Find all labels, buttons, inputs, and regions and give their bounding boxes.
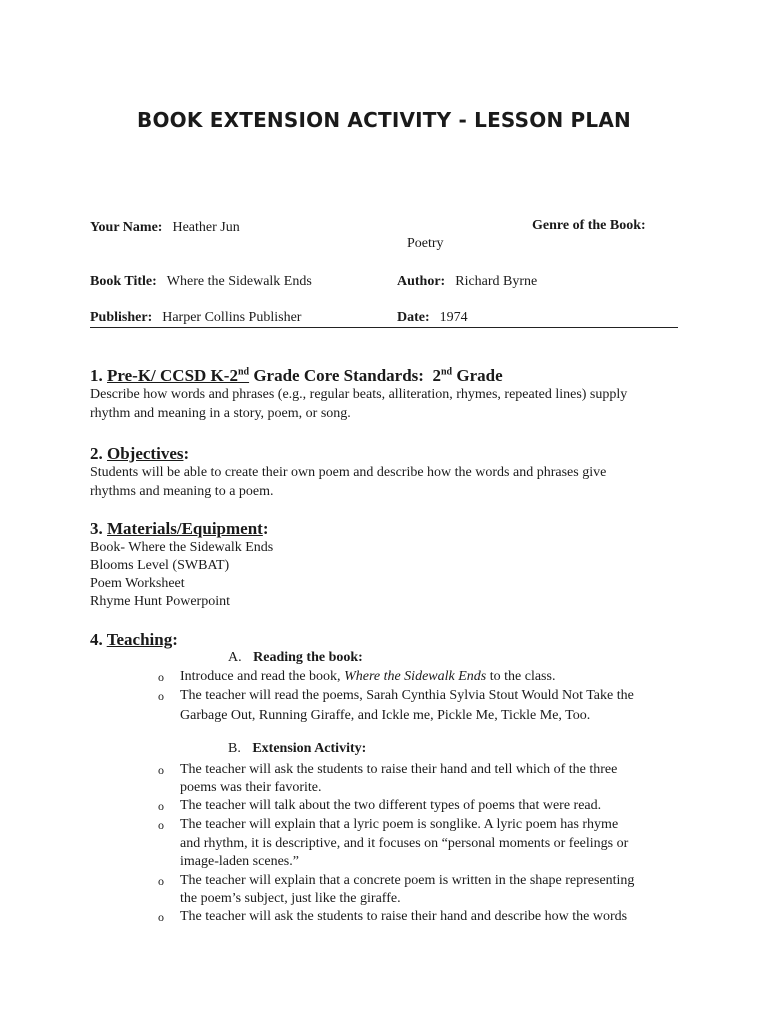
publisher-row: [90, 308, 301, 326]
objectives-line2: rhythms and meaning to a poem.: [90, 484, 274, 499]
bullet-item-line: and rhythm, it is descriptive, and it focuses on “personal moments or feelings or: [180, 836, 629, 851]
materials-item: Book- Where the Sidewalk Ends: [90, 540, 274, 555]
grade-number: 2: [432, 366, 441, 385]
objectives-line1: Students will be able to create their own poem and describe how the words and phrases give: [90, 465, 607, 480]
materials-heading: [90, 519, 269, 539]
standards-line1: Describe how words and phrases (e.g., regular beats, alliteration, rhymes, repeated lines) supply: [90, 387, 628, 402]
name-row: [90, 218, 240, 236]
bullet-glyph: o: [158, 818, 164, 832]
date-value: 1974: [439, 310, 468, 325]
subsection-a-title: Reading the book:: [253, 650, 363, 665]
bullet-item-line: image-laden scenes.”: [180, 854, 299, 869]
materials-item: Rhyme Hunt Powerpoint: [90, 594, 230, 609]
superscript: nd: [440, 366, 453, 378]
book-title-value: Where the Sidewalk Ends: [166, 274, 312, 289]
objectives-heading-text: Objectives: [107, 444, 184, 463]
genre-value: Poetry: [407, 236, 444, 251]
bullet-item-line: The teacher will ask the students to raise their hand and describe how the words: [180, 909, 628, 924]
standards-heading-text: Pre-K/ CCSD K-2: [107, 366, 238, 385]
bullet-item-line: The teacher will ask the students to raise their hand and tell which of the three: [180, 762, 618, 777]
bullet-glyph: o: [158, 874, 164, 888]
subsection-marker: B.: [228, 741, 241, 756]
teaching-heading: [90, 630, 178, 650]
book-title-label: Book Title:: [90, 274, 157, 289]
divider-rule: [90, 327, 678, 328]
date-row: [397, 308, 468, 326]
bullet-glyph: o: [158, 670, 164, 684]
grade-text: Grade: [452, 366, 503, 385]
bullet-text: Introduce and read the book,: [180, 669, 345, 684]
bullet-item-line: The teacher will explain that a concrete poem is written in the shape representing: [180, 873, 635, 888]
bullet-glyph: o: [158, 689, 164, 703]
heading-colon: :: [172, 630, 178, 649]
genre-label: Genre of the Book:: [532, 218, 646, 233]
teaching-heading-text: Teaching: [106, 630, 173, 649]
name-value: Heather Jun: [172, 220, 240, 235]
section-number: 2.: [90, 444, 103, 463]
subsection-b-title: Extension Activity:: [252, 741, 367, 756]
bullet-item-line: The teacher will explain that a lyric poem is songlike. A lyric poem has rhyme: [180, 817, 619, 832]
book-title-italic: Where the Sidewalk Ends: [344, 669, 487, 684]
bullet-item-line: The teacher will talk about the two different types of poems that were read.: [180, 798, 602, 813]
heading-colon: :: [262, 519, 269, 538]
section-number: 4.: [90, 630, 103, 649]
bullet-item-line: The teacher will read the poems, Sarah Cynthia Sylvia Stout Would Not Take the: [180, 688, 634, 703]
heading-colon: :: [183, 444, 190, 463]
bullet-glyph: o: [158, 910, 164, 924]
author-value: Richard Byrne: [455, 274, 538, 289]
materials-item: Poem Worksheet: [90, 576, 185, 591]
page-title: BOOK EXTENSION ACTIVITY - LESSON PLAN: [137, 108, 631, 132]
standards-line2: rhythm and meaning in a story, poem, or song.: [90, 406, 351, 421]
name-label: Your Name:: [90, 220, 163, 235]
objectives-heading: [90, 444, 189, 464]
bullet-glyph: o: [158, 763, 164, 777]
bullet-text: to the class.: [486, 669, 556, 684]
subsection-a-heading: [228, 650, 363, 666]
standards-heading-text2: Grade Core Standards:: [249, 366, 424, 385]
bullet-glyph: o: [158, 799, 164, 813]
section-number: 3.: [90, 519, 103, 538]
book-title-row: [90, 272, 312, 290]
bullet-item-line: Garbage Out, Running Giraffe, and Ickle me, Pickle Me, Tickle Me, Too.: [180, 708, 591, 723]
publisher-label: Publisher:: [90, 310, 153, 325]
standards-heading: [90, 366, 503, 386]
bullet-item-line: the poem’s subject, just like the giraffe.: [180, 891, 401, 906]
bullet-item-line: poems was their favorite.: [180, 780, 322, 795]
materials-heading-text: Materials/Equipment: [107, 519, 263, 538]
superscript: nd: [237, 366, 250, 378]
author-row: [397, 272, 537, 290]
subsection-marker: A.: [228, 650, 242, 665]
author-label: Author:: [397, 274, 446, 289]
materials-item: Blooms Level (SWBAT): [90, 558, 230, 573]
subsection-b-heading: [228, 741, 366, 757]
date-label: Date:: [397, 310, 430, 325]
section-number: 1.: [90, 366, 103, 385]
publisher-value: Harper Collins Publisher: [162, 310, 302, 325]
bullet-item: [180, 668, 555, 686]
